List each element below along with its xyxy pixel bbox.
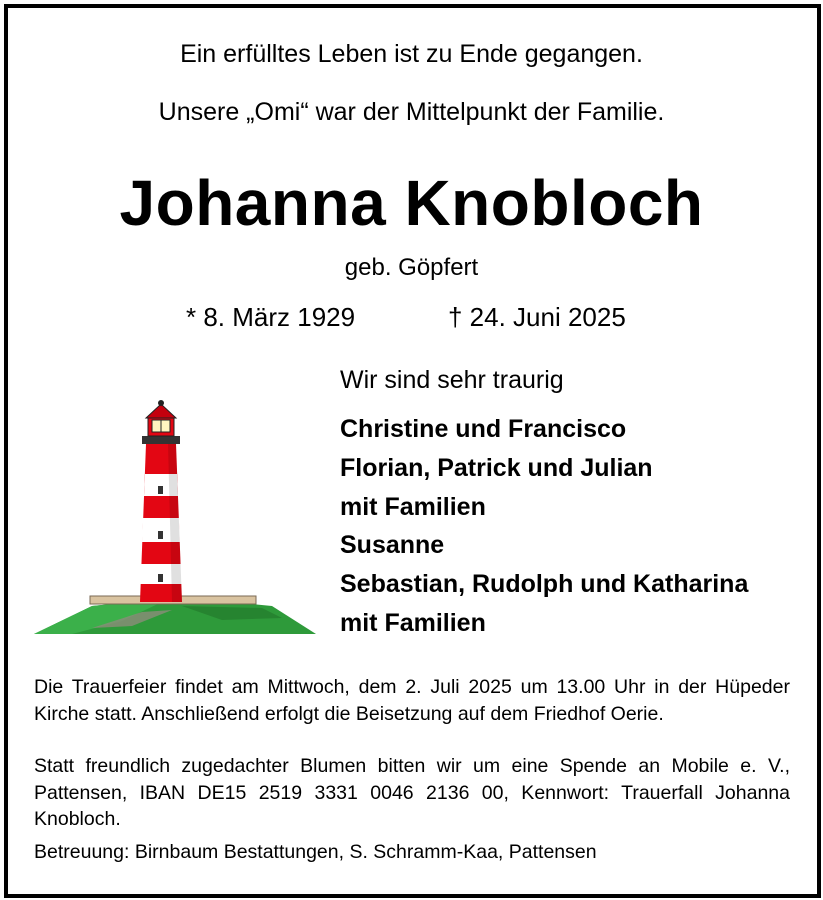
ceremony-text: Die Trauerfeier findet am Mittwoch, dem 2. Juli 2025 um 13.00 Uhr in der Hüpeder Kirche statt. Anschließend erfolgt die Beisetzung auf dem Friedhof Oerie.: [34, 676, 790, 725]
mourners-list: [340, 410, 748, 643]
death-date: † 24. Juni 2025: [448, 302, 626, 332]
intro-line-1: Ein erfülltes Leben ist zu Ende gegangen.: [180, 40, 643, 68]
donation-text: Statt freundlich zugedachter Blumen bitten wir um eine Spende an Mobile e. V., Pattensen, IBAN DE15 2519 3331 0046 2136 00, Kennwort: Trauerfall Johanna Knobloch.: [34, 755, 790, 830]
mourner-line: Florian, Patrick und Julian: [340, 453, 653, 482]
mourner-line: Christine und Francisco: [340, 415, 627, 443]
mourner-line: mit Familien: [340, 608, 486, 637]
intro-line-2: Unsere „Omi“ war der Mittelpunkt der Familie.: [158, 98, 665, 126]
mourner-line: Susanne: [340, 531, 445, 560]
deceased-name: Johanna Knobloch: [119, 167, 704, 239]
birth-date: * 8. März 1929: [186, 302, 356, 332]
lighthouse-illustration: [32, 396, 318, 638]
mourner-line: Sebastian, Rudolph und Katharina: [340, 570, 749, 599]
mourner-line: mit Familien: [340, 492, 486, 521]
undertaker-text: Betreuung: Birnbaum Bestattungen, S. Schramm-Kaa, Pattensen: [34, 841, 597, 863]
mourners-heading: Wir sind sehr traurig: [340, 366, 564, 394]
birth-name: geb. Göpfert: [344, 254, 479, 281]
